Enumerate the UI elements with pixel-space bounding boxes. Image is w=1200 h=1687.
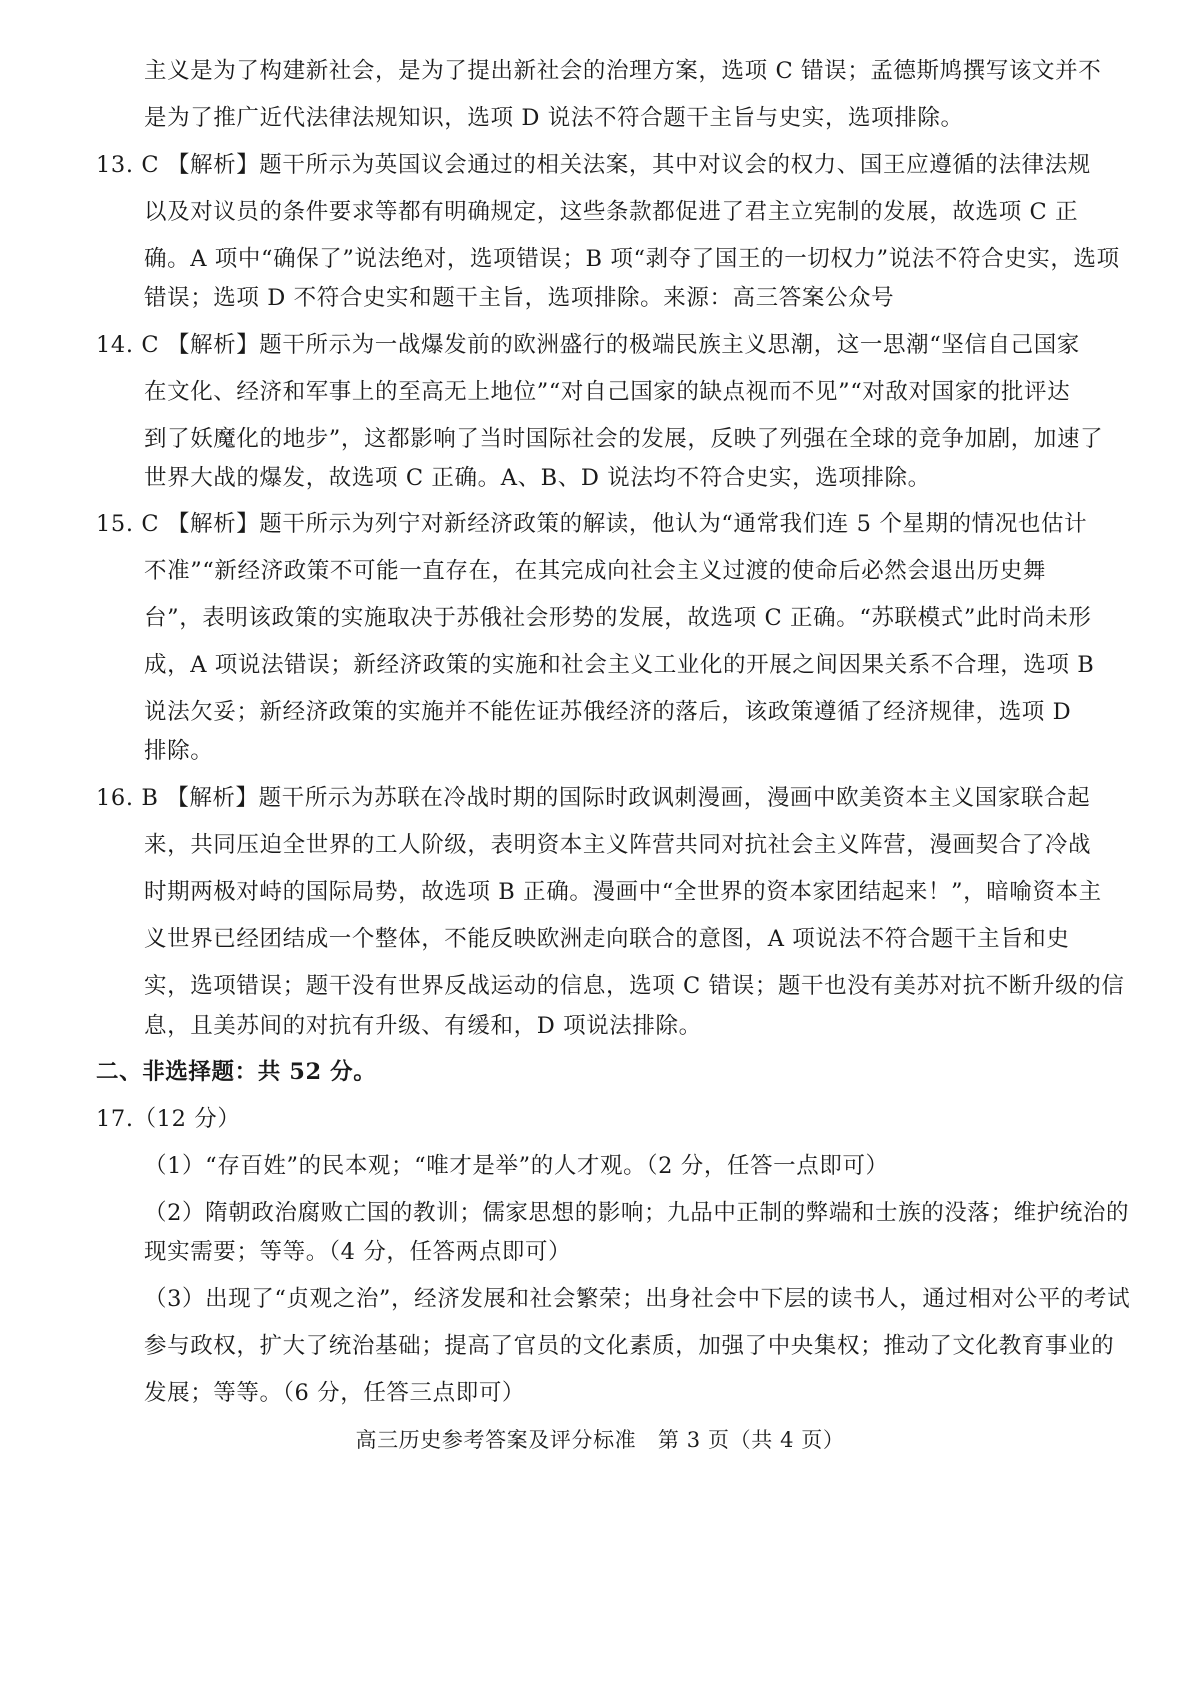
question-17-heading: 17.（12 分） (96, 1106, 241, 1132)
text-line: 现实需要；等等。（4 分，任答两点即可） (144, 1239, 572, 1265)
answer-16: 16. B 【解析】题干所示为苏联在冷战时期的国际时政讽刺漫画，漫画中欧美资本主义国家联合起 (96, 785, 1091, 811)
text-line: 以及对议员的条件要求等都有明确规定，这些条款都促进了君主立宪制的发展，故选项 C 正 (144, 199, 1079, 225)
answer-13: 13. C 【解析】题干所示为英国议会通过的相关法案，其中对议会的权力、国王应遵循的法律法规 (96, 152, 1091, 178)
answer-15: 15. C 【解析】题干所示为列宁对新经济政策的解读，他认为“通常我们连 5 个星期的情况也估计 (96, 511, 1088, 537)
text-line: 发展；等等。（6 分，任答三点即可） (144, 1380, 526, 1406)
text-line: 时期两极对峙的国际局势，故选项 B 正确。漫画中“全世界的资本家团结起来！”，暗喻资本主 (144, 879, 1102, 905)
text-line: 不准”“新经济政策不可能一直存在，在其完成向社会主义过渡的使命后必然会退出历史舞 (144, 558, 1047, 584)
answer-14: 14. C 【解析】题干所示为一战爆发前的欧洲盛行的极端民族主义思潮，这一思潮“坚信自己国家 (96, 332, 1080, 358)
text-line: 台”，表明该政策的实施取决于苏俄社会形势的发展，故选项 C 正确。“苏联模式”此时尚未形 (144, 605, 1092, 631)
text-line: 实，选项错误；题干没有世界反战运动的信息，选项 C 错误；题干也没有美苏对抗不断升级的信 (144, 973, 1125, 999)
section-heading: 二、非选择题：共 52 分。 (96, 1059, 377, 1085)
text-line: 成，A 项说法错误；新经济政策的实施和社会主义工业化的开展之间因果关系不合理，选项 B (144, 652, 1095, 678)
text-line: 到了妖魔化的地步”，这都影响了当时国际社会的发展，反映了列强在全球的竞争加剧，加速了 (144, 426, 1104, 452)
text-line: 确。A 项中“确保了”说法绝对，选项错误；B 项“剥夺了国王的一切权力”说法不符合史实，选项 (144, 246, 1120, 272)
answer-17-3: （3）出现了“贞观之治”，经济发展和社会繁荣；出身社会中下层的读书人，通过相对公平的考试 (144, 1286, 1131, 1312)
text-line: 说法欠妥；新经济政策的实施并不能佐证苏俄经济的落后，该政策遵循了经济规律，选项 D (144, 699, 1072, 725)
text-line: 主义是为了构建新社会，是为了提出新社会的治理方案，选项 C 错误；孟德斯鸠撰写该文并不 (144, 58, 1102, 84)
text-line: 错误；选项 D 不符合史实和题干主旨，选项排除。来源：高三答案公众号 (144, 285, 895, 311)
text-line: 排除。 (144, 738, 214, 764)
text-line: 义世界已经团结成一个整体，不能反映欧洲走向联合的意图，A 项说法不符合题干主旨和史 (144, 926, 1070, 952)
text-line: 来，共同压迫全世界的工人阶级，表明资本主义阵营共同对抗社会主义阵营，漫画契合了冷战 (144, 832, 1092, 858)
text-line: 参与政权，扩大了统治基础；提高了官员的文化素质，加强了中央集权；推动了文化教育事业的 (144, 1333, 1115, 1359)
text-line: 是为了推广近代法律法规知识，选项 D 说法不符合题干主旨与史实，选项排除。 (144, 105, 964, 131)
answer-17-2: （2）隋朝政治腐败亡国的教训；儒家思想的影响；九品中正制的弊端和士族的没落；维护统治的 (144, 1200, 1130, 1226)
page-footer: 高三历史参考答案及评分标准 第 3 页（共 4 页） (355, 1428, 845, 1452)
answer-17-1: （1）“存百姓”的民本观；“唯才是举”的人才观。（2 分，任答一点即可） (144, 1153, 889, 1179)
text-line: 世界大战的爆发，故选项 C 正确。A、B、D 说法均不符合史实，选项排除。 (144, 465, 931, 491)
text-line: 在文化、经济和军事上的至高无上地位”“对自己国家的缺点视而不见”“对敌对国家的批评达 (144, 379, 1071, 405)
text-line: 息，且美苏间的对抗有升级、有缓和，D 项说法排除。 (144, 1013, 702, 1039)
